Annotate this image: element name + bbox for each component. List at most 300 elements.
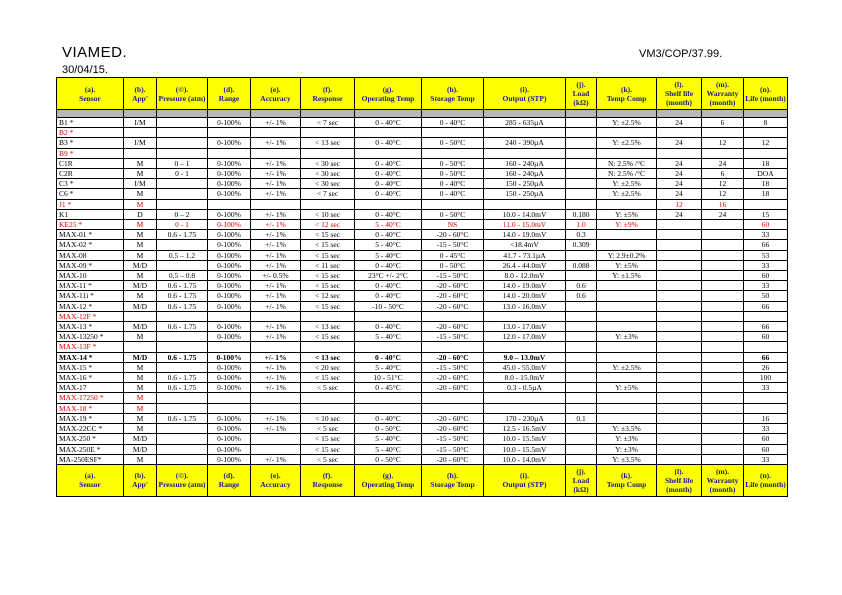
table-cell: 0 - 40°C — [355, 352, 422, 362]
table-cell: 0-100% — [208, 189, 251, 199]
table-cell: 0-100% — [208, 271, 251, 281]
table-cell — [657, 110, 702, 118]
table-cell: 0 - 50°C — [422, 260, 484, 270]
table-cell: 5 - 40°C — [355, 434, 422, 444]
column-letter: (b). — [134, 84, 146, 94]
column-letter: (d). — [223, 84, 235, 94]
column-footer-10 — [597, 464, 657, 496]
table-cell: 0 – 1 — [157, 158, 208, 168]
table-cell: +/- 1% — [251, 230, 301, 240]
column-letter: (©). — [175, 471, 189, 481]
table-cell — [422, 311, 484, 321]
table-cell — [657, 260, 702, 270]
table-cell: +/- 1% — [251, 424, 301, 434]
table-cell: 10 - 51°C — [355, 373, 422, 383]
table-cell: 6 — [702, 118, 744, 128]
table-cell: MAX-22CC * — [57, 424, 124, 434]
column-footer-3 — [208, 464, 251, 496]
table-cell: 66 — [744, 301, 788, 311]
table-cell: 60 — [744, 220, 788, 230]
column-letter: (g). — [382, 471, 394, 481]
table-cell — [124, 148, 157, 158]
table-cell: B1 * — [57, 118, 124, 128]
table-cell: 0 - 40°C — [355, 189, 422, 199]
table-cell: +/- 0.5% — [251, 271, 301, 281]
table-cell: 0 - 40°C — [355, 413, 422, 423]
table-cell: MAX-17250 * — [57, 393, 124, 403]
table-cell: 8.0 - 12.0mV — [484, 271, 566, 281]
table-cell: 0-100% — [208, 138, 251, 148]
table-cell: 0-100% — [208, 179, 251, 189]
column-label: Operating Temp — [361, 480, 415, 490]
table-cell: N: 2.5% /°C — [597, 158, 657, 168]
table-cell — [566, 444, 597, 454]
table-cell — [484, 148, 566, 158]
table-cell: < 15 sec — [301, 434, 355, 444]
table-cell: +/- 1% — [251, 281, 301, 291]
table-cell — [566, 301, 597, 311]
column-label: Shelf life (month) — [664, 89, 694, 107]
table-cell: +/- 1% — [251, 260, 301, 270]
table-cell — [157, 434, 208, 444]
table-cell — [251, 434, 301, 444]
table-cell: 10.0 - 15.5mV — [484, 444, 566, 454]
table-cell — [301, 148, 355, 158]
table-cell: 0.6 - 1.75 — [157, 383, 208, 393]
column-letter: (d). — [223, 471, 235, 481]
table-cell: < 15 sec — [301, 250, 355, 260]
table-cell: M/D — [124, 444, 157, 454]
table-cell: 12.0 - 17.0mV — [484, 332, 566, 342]
table-cell — [657, 352, 702, 362]
document-reference: VM3/COP/37.99. — [639, 48, 723, 60]
table-cell — [566, 342, 597, 352]
table-cell — [301, 128, 355, 138]
table-cell — [208, 199, 251, 209]
table-cell: < 15 sec — [301, 332, 355, 342]
table-cell: J1 * — [57, 199, 124, 209]
table-row — [57, 291, 788, 301]
table-cell — [702, 373, 744, 383]
table-cell: 150 - 250µA — [484, 179, 566, 189]
column-header-11 — [657, 78, 702, 110]
table-cell — [566, 403, 597, 413]
table-cell: 0 - 50°C — [422, 169, 484, 179]
table-cell: 66 — [744, 322, 788, 332]
table-cell: Y: 2.9±0.2% — [597, 250, 657, 260]
table-cell: 0.3 - 0.5µA — [484, 383, 566, 393]
table-cell: MAX-16 * — [57, 373, 124, 383]
table-cell: 0 – 2 — [157, 209, 208, 219]
column-letter: (m). — [715, 466, 730, 476]
table-cell: NS — [422, 220, 484, 230]
table-cell: 9.0 – 13.0mV — [484, 352, 566, 362]
table-cell: < 15 sec — [301, 444, 355, 454]
table-cell: -10 - 50°C — [355, 301, 422, 311]
table-cell: 18 — [744, 158, 788, 168]
table-row — [57, 444, 788, 454]
table-cell: Y: ±2.5% — [597, 189, 657, 199]
table-cell: MA-250ESF* — [57, 454, 124, 464]
table-cell: Y: ±5% — [597, 260, 657, 270]
column-header-12 — [702, 78, 744, 110]
table-cell — [251, 199, 301, 209]
table-cell — [657, 393, 702, 403]
table-cell: 0-100% — [208, 158, 251, 168]
document-date: 30/04/15. — [62, 64, 108, 76]
table-cell: 18 — [744, 179, 788, 189]
table-row — [57, 332, 788, 342]
table-cell: 0.6 — [566, 281, 597, 291]
table-cell — [566, 271, 597, 281]
table-cell — [657, 148, 702, 158]
table-cell — [744, 110, 788, 118]
table-cell — [484, 342, 566, 352]
table-cell — [157, 403, 208, 413]
table-cell — [124, 128, 157, 138]
table-cell — [566, 128, 597, 138]
table-cell: 26.4 - 44.0mV — [484, 260, 566, 270]
column-letter: (k). — [620, 471, 633, 481]
table-cell: -20 - 60°C — [422, 291, 484, 301]
table-cell — [422, 403, 484, 413]
table-cell: 0-100% — [208, 230, 251, 240]
table-cell — [702, 352, 744, 362]
column-header-5 — [301, 78, 355, 110]
table-row — [57, 281, 788, 291]
table-cell: 12 — [702, 179, 744, 189]
table-cell: M — [124, 199, 157, 209]
table-cell: 160 - 240µA — [484, 169, 566, 179]
table-cell — [702, 362, 744, 372]
table-cell: -20 - 60°C — [422, 383, 484, 393]
table-cell: -20 - 60°C — [422, 322, 484, 332]
table-cell — [702, 291, 744, 301]
company-logo: VIAMED. — [62, 44, 128, 61]
table-cell: Y: ±5% — [597, 209, 657, 219]
table-cell: B9 * — [57, 148, 124, 158]
table-cell: -15 - 50°C — [422, 362, 484, 372]
table-cell: 0 - 50°C — [422, 158, 484, 168]
table-cell — [251, 342, 301, 352]
column-footer-8 — [484, 464, 566, 496]
table-cell: 0-100% — [208, 413, 251, 423]
column-footer-7 — [422, 464, 484, 496]
column-header-7 — [422, 78, 484, 110]
table-cell: -15 - 50°C — [422, 332, 484, 342]
table-cell: +/- 1% — [251, 158, 301, 168]
table-row — [57, 403, 788, 413]
table-cell: 53 — [744, 250, 788, 260]
table-cell: < 30 sec — [301, 169, 355, 179]
table-cell — [301, 403, 355, 413]
table-cell — [157, 128, 208, 138]
table-cell — [657, 413, 702, 423]
table-cell — [157, 189, 208, 199]
table-cell: 24 — [702, 209, 744, 219]
table-cell: DOA — [744, 169, 788, 179]
table-cell: +/- 1% — [251, 332, 301, 342]
table-cell — [657, 281, 702, 291]
table-cell: -20 - 60°C — [422, 413, 484, 423]
table-cell: Y: ±2.5% — [597, 362, 657, 372]
table-cell — [657, 311, 702, 321]
table-row — [57, 454, 788, 464]
table-cell: +/- 1% — [251, 118, 301, 128]
table-cell: M — [124, 291, 157, 301]
table-cell: < 12 sec — [301, 291, 355, 301]
table-cell: I/M — [124, 118, 157, 128]
table-cell: C2R — [57, 169, 124, 179]
table-cell: M — [124, 189, 157, 199]
table-cell: MAX-12 * — [57, 301, 124, 311]
table-cell: -15 - 50°C — [422, 434, 484, 444]
table-cell: 66 — [744, 352, 788, 362]
table-cell — [422, 199, 484, 209]
table-cell: 0 - 40°C — [422, 189, 484, 199]
table-cell: 33 — [744, 260, 788, 270]
column-letter: (a). — [84, 471, 96, 481]
table-cell: < 7 sec — [301, 189, 355, 199]
table-cell — [355, 148, 422, 158]
table-cell — [566, 158, 597, 168]
table-cell — [566, 332, 597, 342]
table-cell: 0 - 40°C — [355, 230, 422, 240]
table-cell — [157, 311, 208, 321]
table-cell: MAX-18 * — [57, 403, 124, 413]
table-cell: 18 — [744, 189, 788, 199]
table-cell: D — [124, 209, 157, 219]
table-cell: 240 - 390µA — [484, 138, 566, 148]
table-cell: 0-100% — [208, 322, 251, 332]
table-cell: I/M — [124, 179, 157, 189]
table-cell: 50 — [744, 291, 788, 301]
table-cell — [484, 393, 566, 403]
table-cell: 0.6 - 1.75 — [157, 291, 208, 301]
table-cell — [597, 403, 657, 413]
table-cell — [251, 444, 301, 454]
table-cell — [702, 383, 744, 393]
table-cell: 0.1 — [566, 413, 597, 423]
column-label: Shelf life (month) — [664, 475, 694, 494]
table-cell — [208, 311, 251, 321]
table-cell — [422, 393, 484, 403]
table-cell — [301, 199, 355, 209]
table-cell: 5 - 40°C — [355, 362, 422, 372]
column-label: Accuracy — [260, 480, 291, 490]
table-cell — [566, 424, 597, 434]
table-cell: 100 — [744, 373, 788, 383]
table-cell: 0.5 – 0.8 — [157, 271, 208, 281]
table-cell: MAX-11i * — [57, 291, 124, 301]
table-cell: 5 - 40°C — [355, 220, 422, 230]
column-label: Pressure (atm) — [158, 480, 206, 490]
table-cell: MAX-11 * — [57, 281, 124, 291]
table-cell — [657, 383, 702, 393]
table-cell: < 30 sec — [301, 158, 355, 168]
table-cell — [251, 128, 301, 138]
table-cell: 0-100% — [208, 352, 251, 362]
table-cell — [597, 393, 657, 403]
table-cell — [597, 240, 657, 250]
table-cell: 0.309 — [566, 240, 597, 250]
table-cell — [251, 393, 301, 403]
footer-row — [57, 464, 788, 496]
table-cell: 33 — [744, 281, 788, 291]
table-cell: Y: ±1.5% — [597, 271, 657, 281]
table-cell — [657, 362, 702, 372]
column-letter: (n). — [759, 471, 772, 481]
column-label: Range — [218, 93, 240, 103]
table-cell: < 5 sec — [301, 454, 355, 464]
table-row — [57, 301, 788, 311]
table-cell: 0 - 40°C — [355, 179, 422, 189]
table-cell — [124, 342, 157, 352]
column-letter: (l). — [674, 80, 684, 89]
table-cell: Y: ±3% — [597, 332, 657, 342]
table-cell: 12.5 - 16.5mV — [484, 424, 566, 434]
table-cell — [157, 179, 208, 189]
table-cell: MAX-01 * — [57, 230, 124, 240]
table-row — [57, 169, 788, 179]
table-cell: 24 — [657, 158, 702, 168]
table-cell — [702, 342, 744, 352]
table-cell: < 10 sec — [301, 413, 355, 423]
table-cell: 0 - 40°C — [355, 209, 422, 219]
table-cell — [301, 311, 355, 321]
table-row — [57, 342, 788, 352]
table-cell: 0.6 - 1.75 — [157, 230, 208, 240]
table-cell — [157, 362, 208, 372]
column-footer-1 — [124, 464, 157, 496]
table-row — [57, 250, 788, 260]
column-letter: (h). — [446, 471, 459, 481]
column-footer-11 — [657, 464, 702, 496]
table-cell — [157, 393, 208, 403]
table-cell — [484, 110, 566, 118]
table-cell: 0-100% — [208, 373, 251, 383]
table-cell: < 10 sec — [301, 209, 355, 219]
table-cell: M — [124, 393, 157, 403]
table-cell: 41.7 - 73.1µA — [484, 250, 566, 260]
table-cell — [657, 454, 702, 464]
table-cell — [702, 128, 744, 138]
table-cell — [657, 322, 702, 332]
table-cell — [566, 138, 597, 148]
table-cell: 26 — [744, 362, 788, 372]
table-cell: 0 - 45°C — [355, 383, 422, 393]
table-cell — [208, 342, 251, 352]
table-cell: M/D — [124, 260, 157, 270]
table-cell: Y: ±2.5% — [597, 138, 657, 148]
table-cell: 0-100% — [208, 220, 251, 230]
table-row — [57, 138, 788, 148]
table-cell: MAX-12F * — [57, 311, 124, 321]
table-cell: M — [124, 332, 157, 342]
column-letter: (m). — [715, 80, 730, 89]
table-cell: 24 — [657, 189, 702, 199]
table-cell: 150 - 250µA — [484, 189, 566, 199]
table-cell: MAX-15 * — [57, 362, 124, 372]
table-cell — [597, 352, 657, 362]
column-footer-12 — [702, 464, 744, 496]
table-cell — [744, 393, 788, 403]
column-header-2 — [157, 78, 208, 110]
table-cell — [597, 413, 657, 423]
table-cell: 66 — [744, 240, 788, 250]
table-cell: 60 — [744, 434, 788, 444]
table-cell: K1 — [57, 209, 124, 219]
table-cell: 11.0 - 15.0mV — [484, 220, 566, 230]
table-cell: 0.6 - 1.75 — [157, 373, 208, 383]
table-cell: 33 — [744, 454, 788, 464]
table-cell: M — [124, 220, 157, 230]
table-cell: M — [124, 424, 157, 434]
table-cell: -20 - 60°C — [422, 281, 484, 291]
table-row — [57, 158, 788, 168]
table-cell: 33 — [744, 424, 788, 434]
table-cell: +/- 1% — [251, 301, 301, 311]
table-cell: M — [124, 362, 157, 372]
table-cell: < 15 sec — [301, 281, 355, 291]
table-cell: 14.0 - 20.0mV — [484, 291, 566, 301]
table-cell: 0 - 50°C — [422, 209, 484, 219]
table-cell: 0-100% — [208, 291, 251, 301]
table-row — [57, 230, 788, 240]
column-letter: (i). — [520, 84, 529, 94]
table-cell — [251, 148, 301, 158]
table-cell: 0.6 - 1.75 — [157, 413, 208, 423]
table-row — [57, 393, 788, 403]
table-cell: +/- 1% — [251, 454, 301, 464]
column-label: Storage Temp — [430, 480, 475, 490]
table-cell: MAX-09 * — [57, 260, 124, 270]
table-cell — [597, 148, 657, 158]
column-footer-2 — [157, 464, 208, 496]
table-cell — [657, 271, 702, 281]
table-cell: < 13 sec — [301, 138, 355, 148]
table-cell — [657, 373, 702, 383]
table-cell — [597, 281, 657, 291]
table-cell — [702, 413, 744, 423]
table-cell: 13.0 - 16.0mV — [484, 301, 566, 311]
table-row — [57, 260, 788, 270]
table-cell: +/- 1% — [251, 179, 301, 189]
column-label: Load (kΩ) — [572, 89, 590, 107]
table-cell — [597, 110, 657, 118]
table-cell: 0-100% — [208, 118, 251, 128]
table-cell: 12 — [702, 138, 744, 148]
table-cell: 0-100% — [208, 332, 251, 342]
table-cell: +/- 1% — [251, 220, 301, 230]
table-row — [57, 424, 788, 434]
column-header-3 — [208, 78, 251, 110]
table-cell — [157, 138, 208, 148]
table-cell: MAX-19 * — [57, 413, 124, 423]
table-cell — [657, 291, 702, 301]
column-label: Operating Temp — [361, 93, 415, 103]
table-row — [57, 110, 788, 118]
column-label: Range — [218, 480, 240, 490]
table-cell: +/- 1% — [251, 240, 301, 250]
table-cell: M — [124, 230, 157, 240]
table-cell: 0-100% — [208, 362, 251, 372]
table-cell — [597, 199, 657, 209]
column-letter: (©). — [175, 84, 189, 94]
table-cell — [157, 260, 208, 270]
table-cell: 0 - 40°C — [355, 281, 422, 291]
table-cell: -15 - 50°C — [422, 271, 484, 281]
